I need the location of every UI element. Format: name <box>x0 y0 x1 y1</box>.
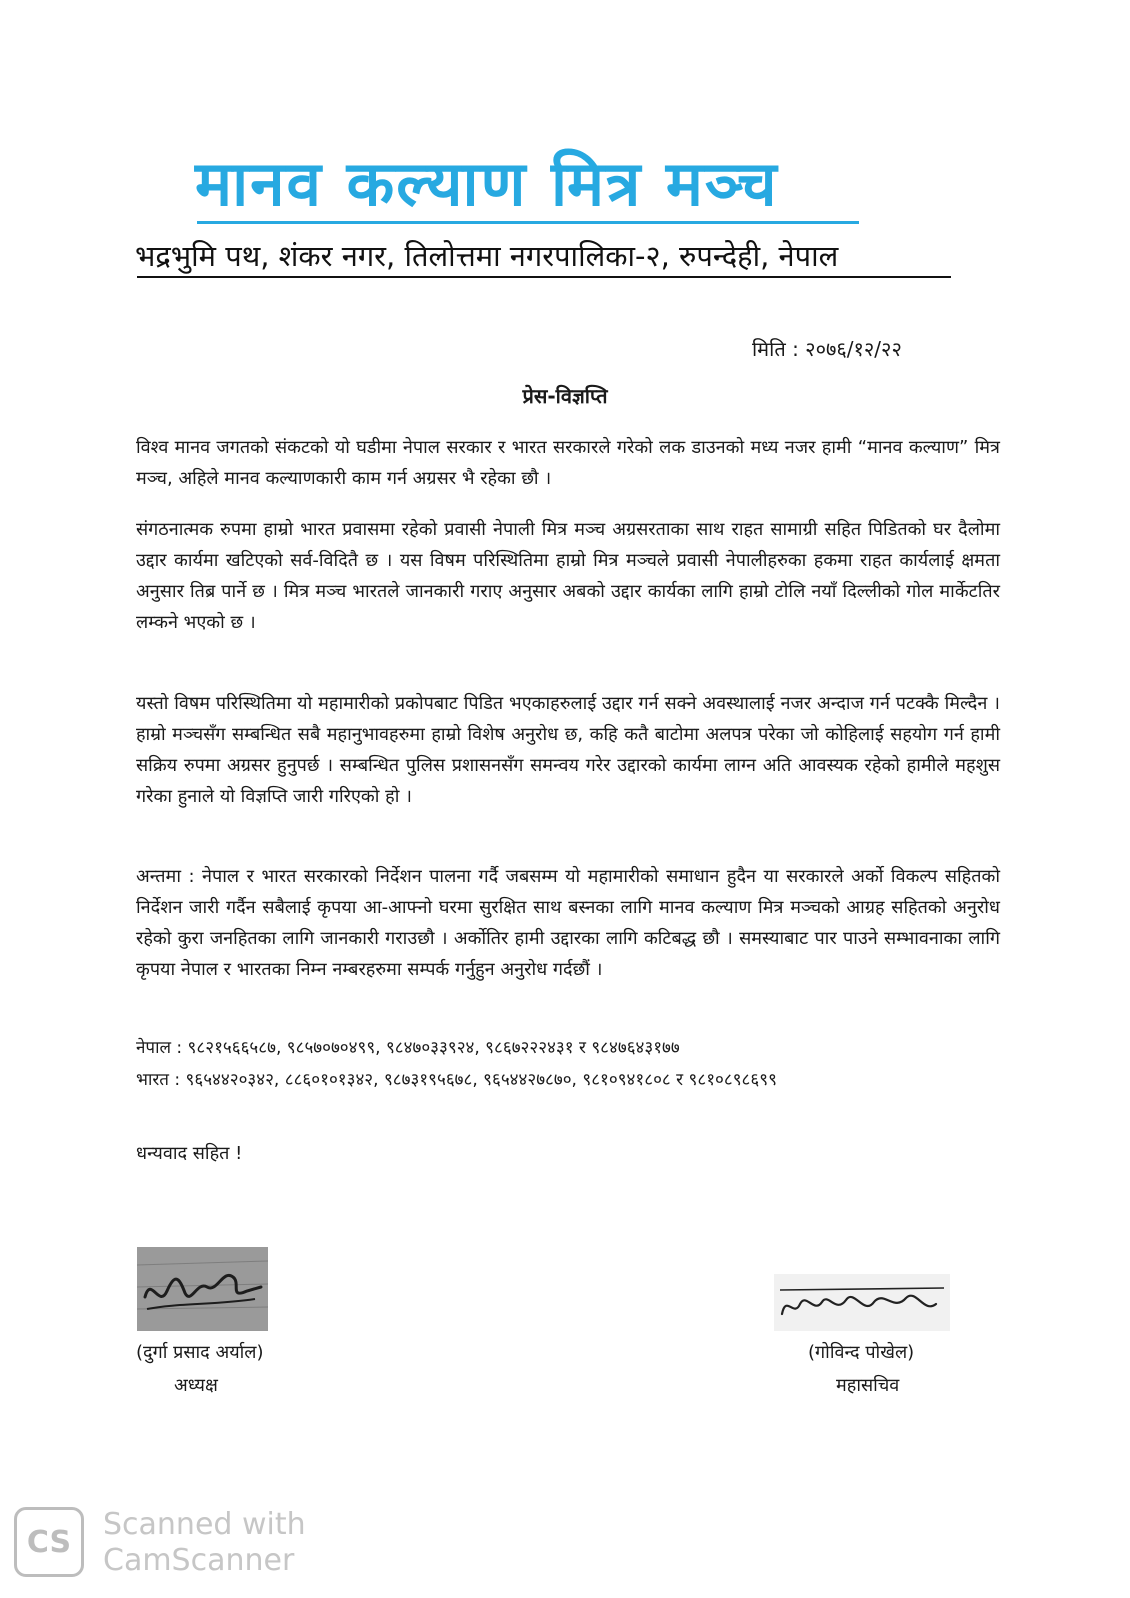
signatory-left-role: अध्यक्ष <box>174 1375 218 1396</box>
signature-scribble-right <box>774 1274 950 1331</box>
date-line: मिति : २०७६/१२/२२ <box>752 337 902 361</box>
signature-right-image <box>774 1274 950 1331</box>
camscanner-logo-icon: CS <box>14 1507 84 1577</box>
signatory-left-name: (दुर्गा प्रसाद अर्याल) <box>136 1342 264 1363</box>
paragraph-1: विश्व मानव जगतको संकटको यो घडीमा नेपाल सरकार र भारत सरकारले गरेको लक डाउनको मध्य नजर हामी “मानव कल्याण” मित्र मञ्च, अहिले मानव कल्याणकारी काम गर्न अग्रसर भै रहेका छौ । <box>136 437 1000 489</box>
address-underline <box>137 276 951 278</box>
watermark-line-1: Scanned with <box>103 1507 306 1542</box>
closing-line: धन्यवाद सहित ! <box>136 1143 243 1164</box>
signatory-right-role: महासचिव <box>836 1375 900 1396</box>
paragraph-2: संगठनात्मक रुपमा हाम्रो भारत प्रवासमा रहेको प्रवासी नेपाली मित्र मञ्च अग्रसरताका साथ राहत सामाग्री सहित पिडितको घर दैलोमा उद्दार कार्यमा खटिएको सर्व-विदितै छ । यस विषम परिस्थितिमा हाम्रो मित्र मञ्चले प्रवासी नेपालीहरुका हकमा राहत कार्यलाई क्षमता अनुसार तिब्र पार्ने छ । मित्र मञ्च भारतले जानकारी गराए अनुसार अबको उद्दार कार्यका लागि हाम्रो टोलि नयाँ दिल्लीको गोल मार्केटतिर लम्कने भएको छ । <box>136 519 1000 633</box>
paragraph-4: अन्तमा : नेपाल र भारत सरकारको निर्देशन पालना गर्दै जबसम्म यो महामारीको समाधान हुदैन या सरकारले अर्को विकल्प सहितको निर्देशन जारी गर्दैन सबैलाई कृपया आ-आफ्नो घरमा सुरक्षित साथ बस्नका लागि मानव कल्याण मित्र मञ्चको आग्रह सहितको अनुरोध रहेको कुरा जनहितका लागि जानकारी गराउछौ । अर्कोतिर हामी उद्दारका लागि कटिबद्ध छौ । समस्याबाट पार पाउने सम्भावनाका लागि कृपया नेपाल र भारतका निम्न नम्बरहरुमा सम्पर्क गर्नुहुन अनुरोध गर्दछौं । <box>136 866 1000 980</box>
signature-scribble-left <box>137 1247 268 1331</box>
watermark-line-2: CamScanner <box>103 1543 295 1578</box>
contact-nepal: नेपाल : ९८२१५६६५८७, ९८५७०७०४९९, ९८४७०३३९२४, ९८६७२२२४३१ र ९८४७६४३१७७ <box>136 1038 680 1058</box>
contact-india: भारत : ९६५४४२०३४२, ८८६०१०१३४२, ९८७३१९५६७८, ९६५४४२७८७०, ९८१०९४१८०८ र ९८१०८९८६९९ <box>136 1070 777 1090</box>
title-underline <box>197 221 859 224</box>
org-address: भद्रभुमि पथ, शंकर नगर, तिलोत्तमा नगरपालिका-२, रुपन्देही, नेपाल <box>135 239 839 273</box>
paragraph-3: यस्तो विषम परिस्थितिमा यो महामारीको प्रकोपबाट पिडित भएकाहरुलाई उद्दार गर्न सक्ने अवस्थालाई नजर अन्दाज गर्न पटक्कै मिल्दैन । हाम्रो मञ्चसँग सम्बन्धित सबै महानुभावहरुमा हाम्रो विशेष अनुरोध छ, कहि कतै बाटोमा अलपत्र परेका जो कोहिलाई सहयोग गर्न हामी सक्रिय रुपमा अग्रसर हुनुपर्छ । सम्बन्धित पुलिस प्रशासनसँग समन्वय गरेर उद्दारको कार्यमा लाग्न अति आवस्यक रहेको हामीले महशुस गरेका हुनाले यो विज्ञप्ति जारी गरिएको हो । <box>136 693 1000 807</box>
signatory-right-name: (गोविन्द पोखेल) <box>808 1342 915 1363</box>
signature-left-image <box>137 1247 268 1331</box>
press-release-heading: प्रेस-विज्ञप्ति <box>522 384 608 408</box>
org-title: मानव कल्याण मित्र मञ्च <box>195 147 779 220</box>
camscanner-watermark <box>103 1507 306 1579</box>
